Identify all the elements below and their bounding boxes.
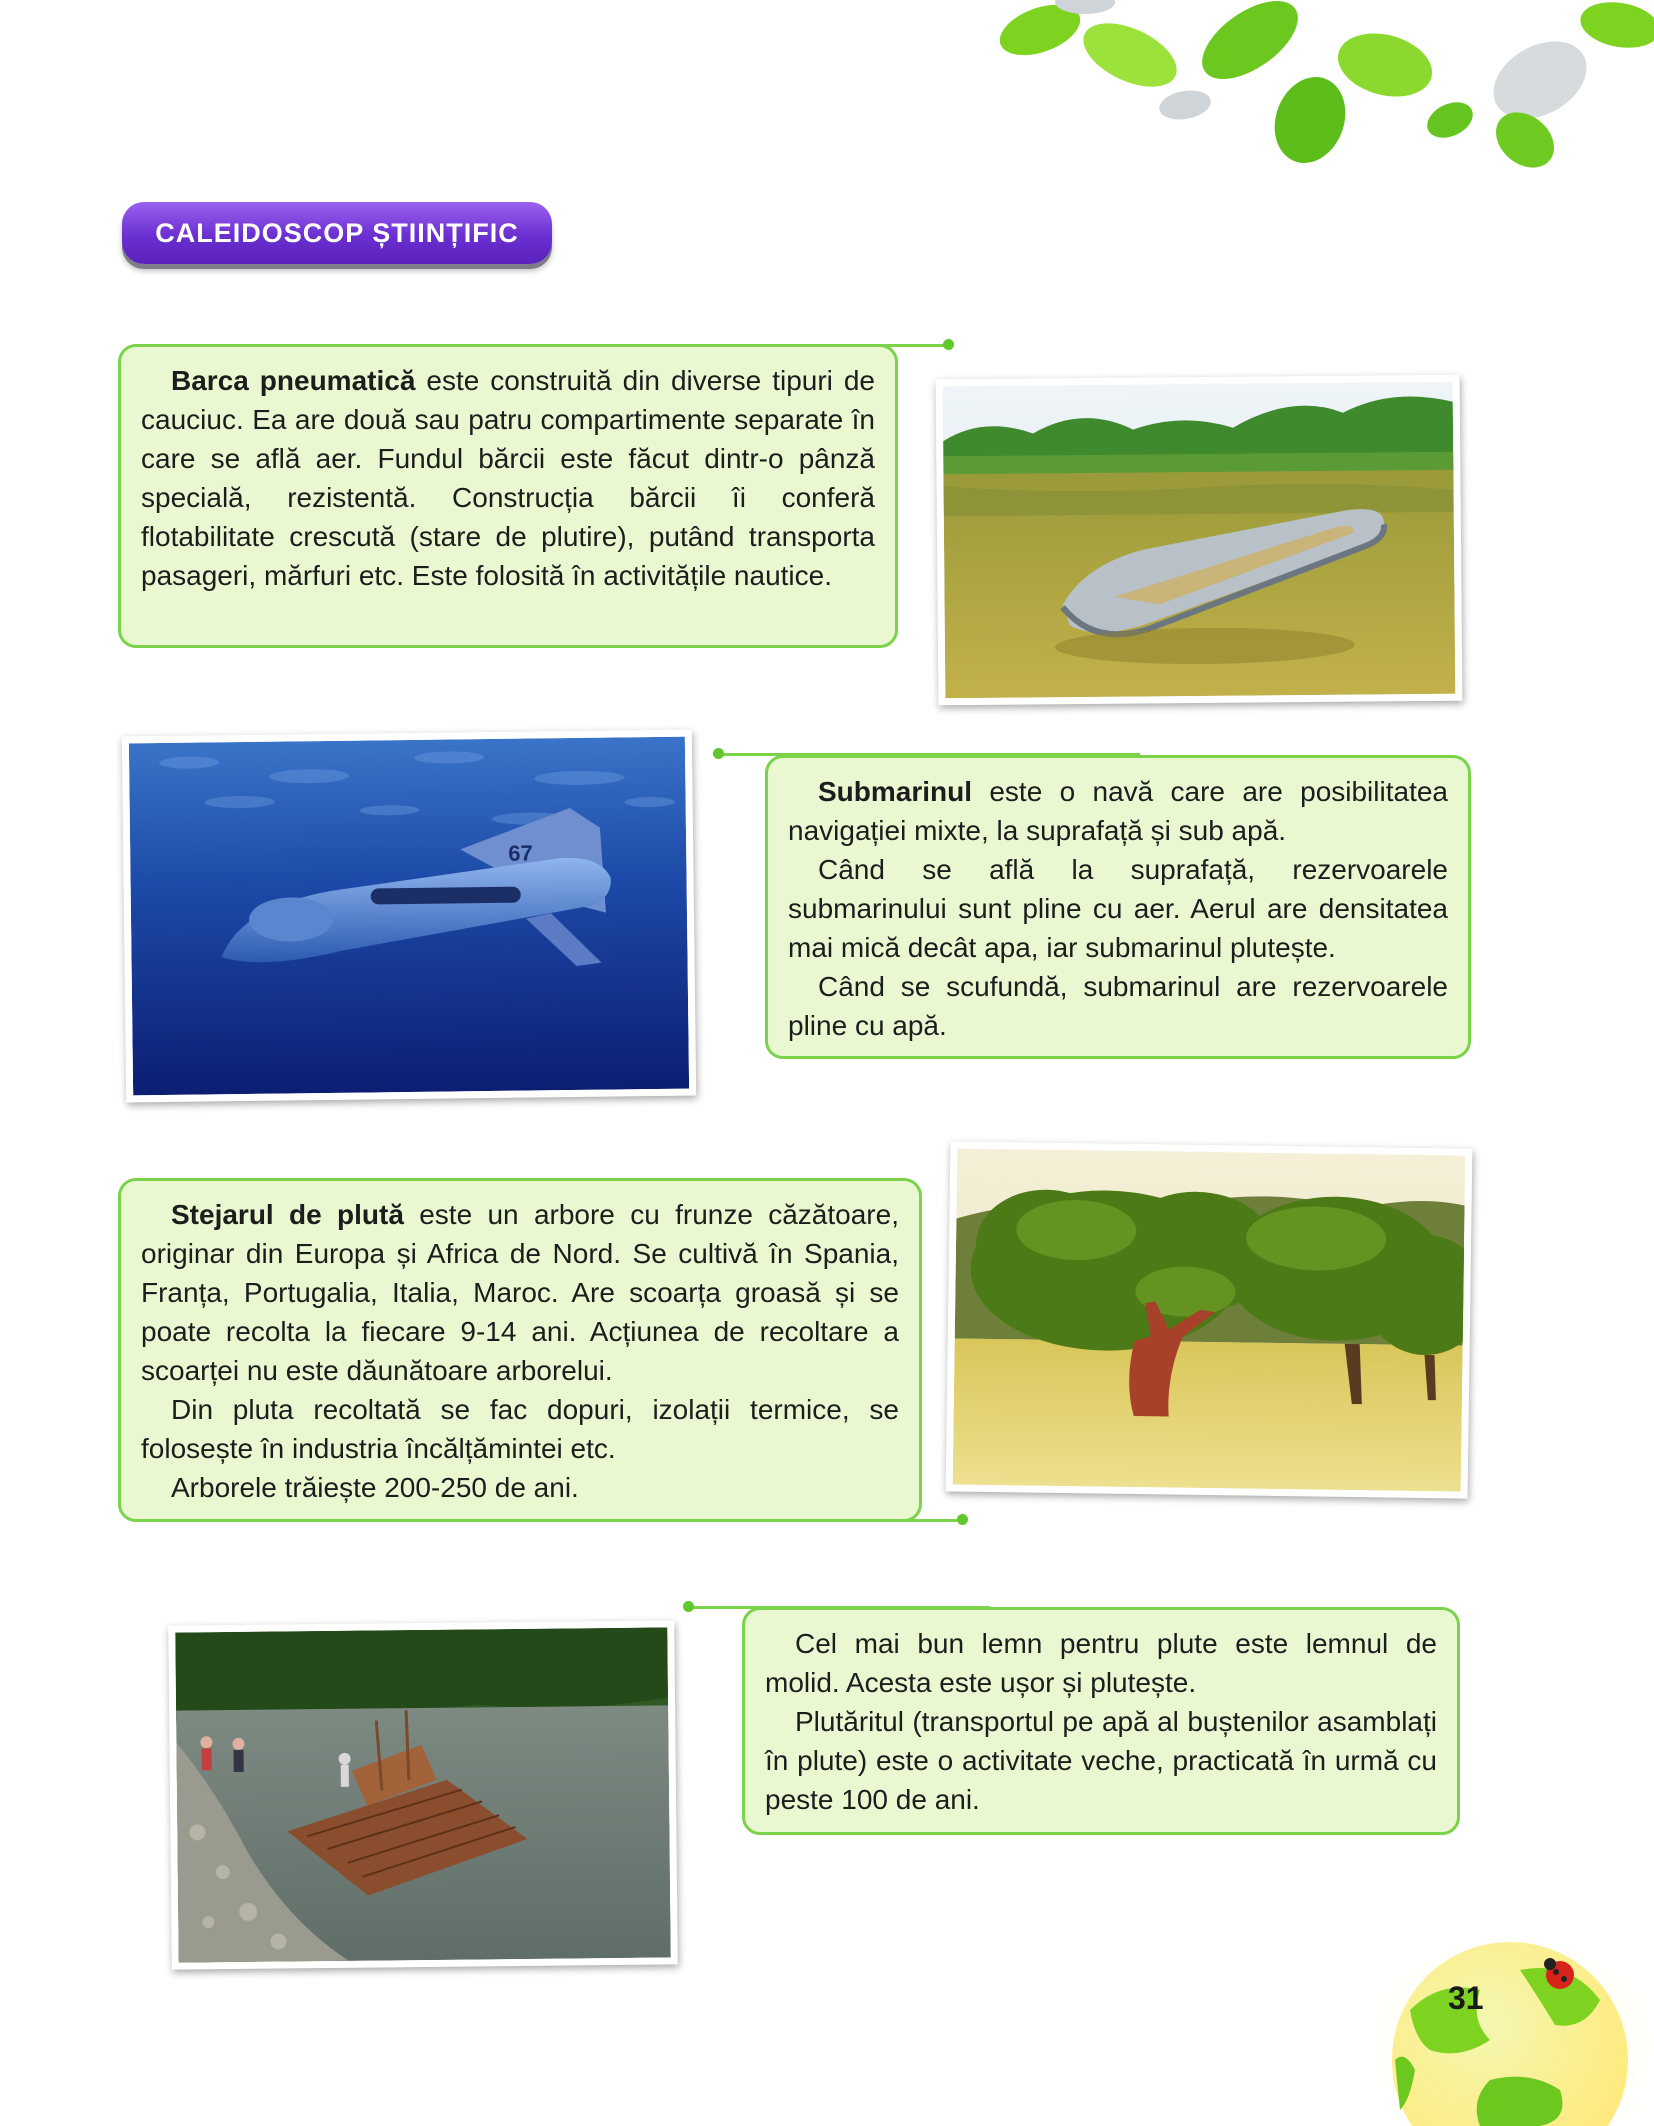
hull-number: 67: [508, 840, 533, 866]
section-badge: [122, 202, 552, 264]
paragraph: Din pluta recoltată se fac dopuri, izolații termice, se folosește în industria încălțămintei etc.: [141, 1394, 899, 1464]
paragraph: Plutăritul (transportul pe apă al buștenilor asamblați în plute) este o activitate veche, practicată în urmă cu peste 100 de ani.: [765, 1706, 1437, 1815]
photo-log-raft: [168, 1620, 678, 1969]
paragraph: Când se scufundă, submarinul are rezervoarele pline cu apă.: [788, 971, 1448, 1041]
connector-dot: [943, 339, 954, 350]
page-number: 31: [1448, 1980, 1484, 2016]
paragraph: Cel mai bun lemn pentru plute este lemnul de molid. Acesta este ușor și plutește.: [765, 1628, 1437, 1698]
text-box-submarin: [765, 755, 1471, 1059]
leaves-decoration: [980, 0, 1654, 180]
paragraph: Arborele trăiește 200-250 de ani.: [171, 1472, 579, 1503]
paragraph: Barca pneumatică este construită din diverse tipuri de cauciuc. Ea are două sau patru compartimente separate în care se află aer. Fundul bărcii este făcut dintr-o pânză specială, rezistentă. Construcția bărcii îi conferă flotabilitate crescută (stare de plutire), putând transporta pasageri, mărfuri etc. Este folosită în activitățile nautice.: [141, 365, 875, 591]
connector-line: [600, 1519, 964, 1522]
photo-inflatable-boat: [936, 375, 1463, 706]
section-badge-label: CALEIDOSCOP ȘTIINȚIFIC: [155, 217, 519, 248]
connector-dot: [683, 1601, 694, 1612]
connector-dot: [713, 748, 724, 759]
paragraph: Submarinul este o navă care are posibilitatea navigației mixte, la suprafață și sub apă.: [788, 776, 1448, 846]
text-box-plute: [742, 1607, 1460, 1835]
photo-cork-oak: [946, 1141, 1473, 1498]
text-box-stejar: [118, 1178, 922, 1522]
connector-dot: [957, 1514, 968, 1525]
text-box-barca: [118, 344, 898, 648]
globe-decoration: [1370, 1920, 1654, 2126]
photo-submarine: [122, 730, 696, 1103]
paragraph: Când se află la suprafață, rezervoarele submarinului sunt pline cu aer. Aerul are densitatea mai mică decât apa, iar submarinul plutește.: [788, 854, 1448, 963]
paragraph: Stejarul de plută este un arbore cu frunze căzătoare, originar din Europa și Africa de Nord. Se cultivă în Spania, Franța, Portugalia, Italia, Maroc. Are scoarța groasă și se poate recolta la fiecare 9-14 ani. Acțiunea de recoltare a scoarței nu este dăunătoare arborelui.: [141, 1199, 899, 1386]
